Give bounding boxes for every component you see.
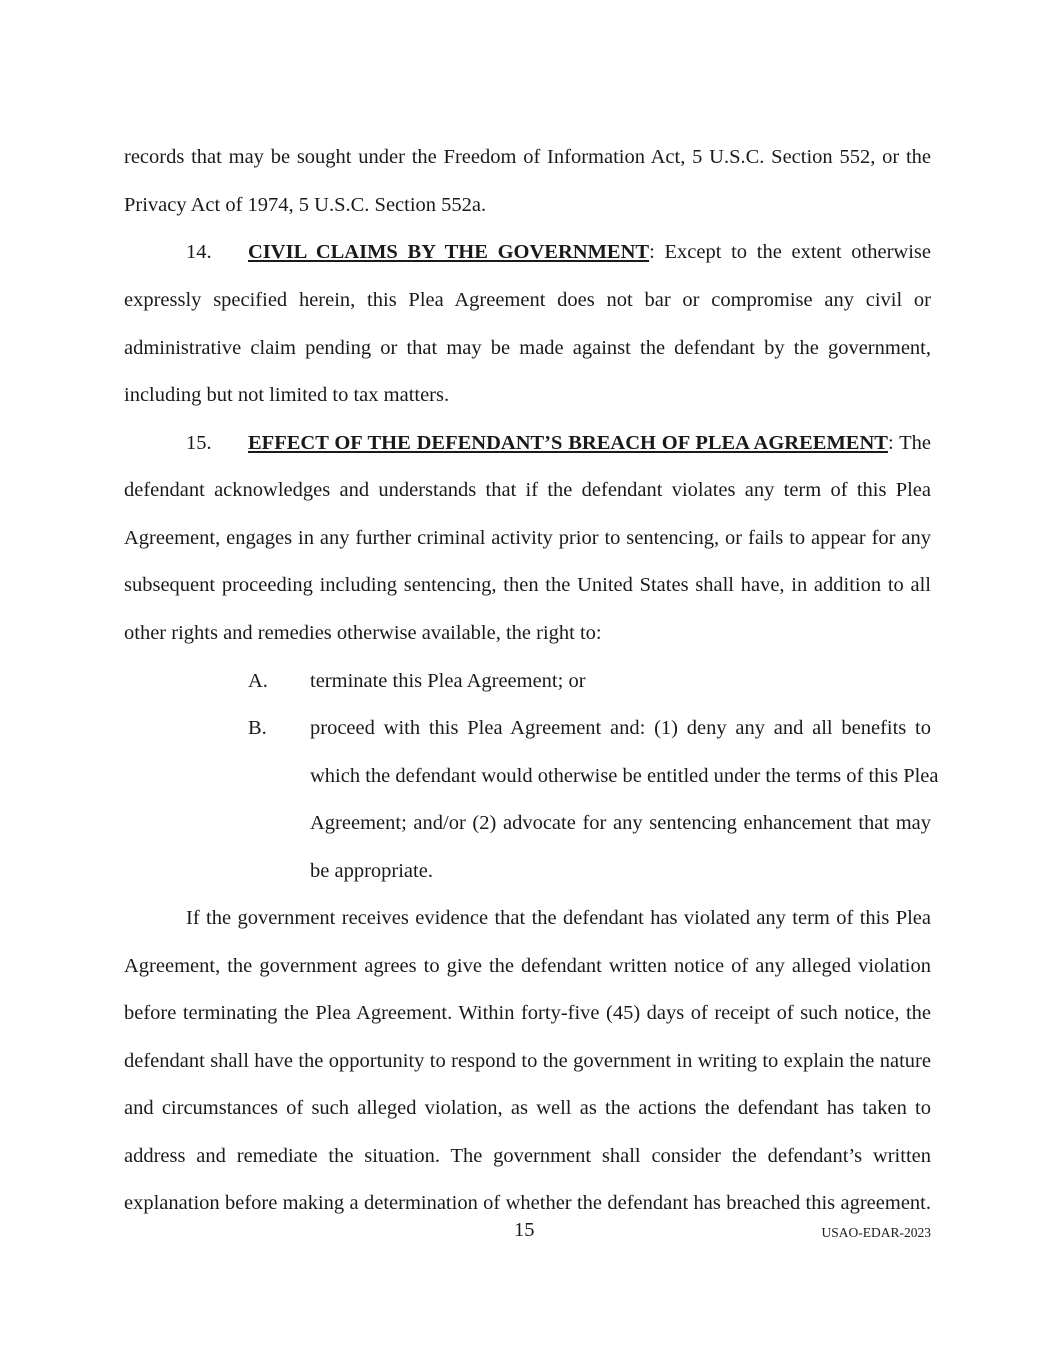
paragraph-line: Agreement, engages in any further criminal activity prior to sentencing, or fails to appear for any: [124, 527, 931, 549]
page-number: 15: [514, 1219, 535, 1241]
list-item-b-line: [124, 856, 931, 886]
list-item-b-line: [124, 808, 931, 838]
paragraph-line: before terminating the Plea Agreement. Within forty-five (45) days of receipt of such notice, the: [124, 1002, 931, 1024]
section-14-heading: CIVIL CLAIMS BY THE GOVERNMENT: [248, 241, 650, 263]
paragraph-line: Agreement, the government agrees to give the defendant written notice of any alleged violation: [124, 955, 931, 977]
list-item-a: [124, 666, 931, 696]
paragraph-line: other rights and remedies otherwise available, the right to:: [124, 622, 602, 644]
paragraph-line: defendant shall have the opportunity to respond to the government in writing to explain the nature: [124, 1050, 931, 1072]
section-15-number: 15.: [186, 432, 212, 454]
paragraph-line: defendant acknowledges and understands that if the defendant violates any term of this Plea: [124, 479, 931, 501]
section-14-line1-rest: : Except to the extent otherwise: [649, 241, 932, 263]
paragraph-line: administrative claim pending or that may be made against the defendant by the government,: [124, 337, 931, 359]
document-code: USAO-EDAR-2023: [821, 1225, 931, 1240]
paragraph-line: address and remediate the situation. The government shall consider the defendant’s written: [124, 1145, 931, 1167]
paragraph-line: expressly specified herein, this Plea Agreement does not bar or compromise any civil or: [124, 289, 931, 311]
section-15-first-line: [124, 428, 931, 458]
paragraph-line: subsequent proceeding including sentencing, then the United States shall have, in addition to all: [124, 574, 931, 596]
list-item-b: [124, 713, 931, 743]
list-item-letter: A.: [248, 670, 268, 692]
list-item-text: be appropriate.: [310, 860, 433, 882]
list-item-text: Agreement; and/or (2) advocate for any sentencing enhancement that may: [310, 812, 931, 834]
list-item-text: terminate this Plea Agreement; or: [310, 670, 586, 692]
section-14-first-line: [124, 237, 931, 267]
list-item-text: proceed with this Plea Agreement and: (1) deny any and all benefits to: [310, 717, 931, 739]
paragraph-line: and circumstances of such alleged violation, as well as the actions the defendant has taken to: [124, 1097, 931, 1119]
list-item-text: which the defendant would otherwise be entitled under the terms of this Plea: [310, 765, 939, 787]
paragraph-line: including but not limited to tax matters.: [124, 384, 450, 406]
list-item-b-line: [124, 761, 939, 791]
section-15-line1-rest: : The: [887, 432, 931, 454]
paragraph-line: records that may be sought under the Freedom of Information Act, 5 U.S.C. Section 552, or the: [124, 146, 931, 168]
paragraph-line: Privacy Act of 1974, 5 U.S.C. Section 552a.: [124, 194, 487, 216]
section-14-number: 14.: [186, 241, 212, 263]
paragraph-line: explanation before making a determination of whether the defendant has breached this agreement.: [124, 1192, 931, 1214]
section-15-heading: EFFECT OF THE DEFENDANT’S BREACH OF PLEA AGREEMENT: [248, 432, 888, 454]
paragraph-line: If the government receives evidence that the defendant has violated any term of this Plea: [186, 907, 931, 929]
list-item-letter: B.: [248, 717, 267, 739]
